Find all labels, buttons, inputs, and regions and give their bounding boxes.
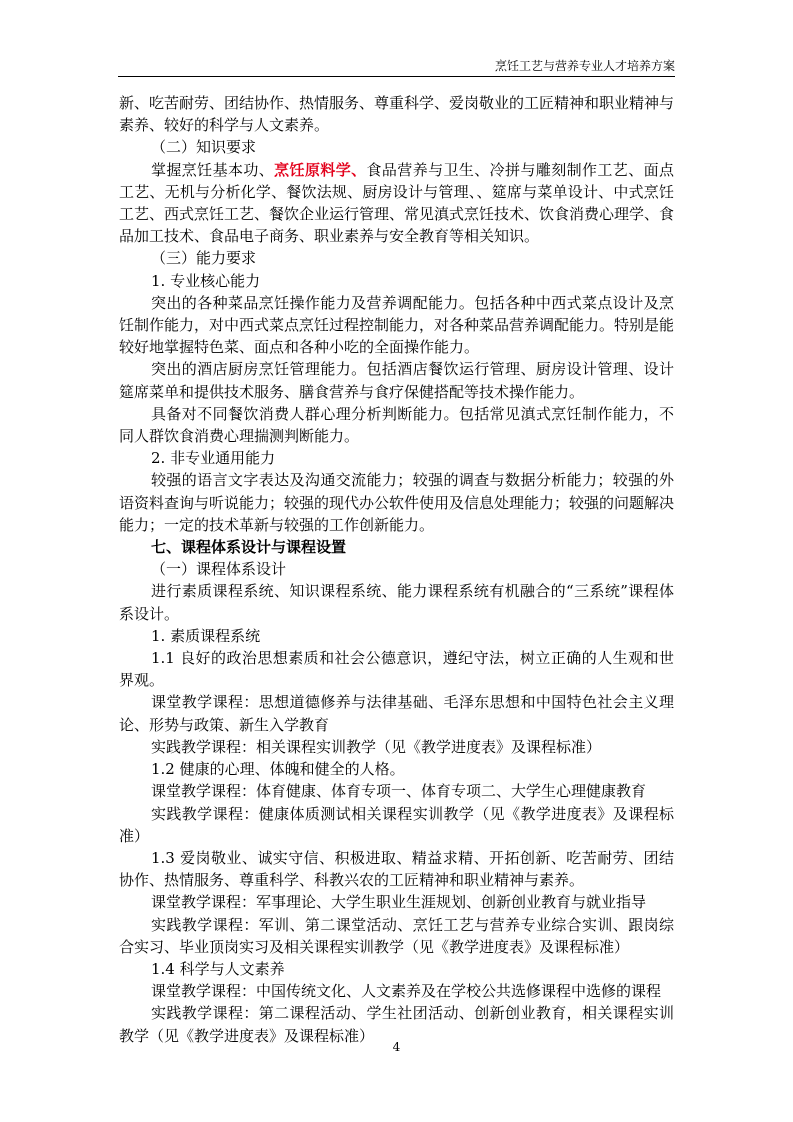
paragraph: 新、吃苦耐劳、团结协作、热情服务、尊重科学、爱岗敬业的工匠精神和职业精神与素养、较好的科学与人文素养。	[119, 94, 675, 135]
subsection-heading: 2. 非专业通用能力	[151, 449, 276, 468]
subsection-heading: 1. 素质课程系统	[151, 626, 261, 645]
paragraph: 课堂教学课程：体育健康、体育专项一、体育专项二、大学生心理健康教育	[151, 782, 647, 801]
text-run: 掌握烹饪基本功、	[151, 160, 275, 179]
paragraph: 进行素质课程系统、知识课程系统、能力课程系统有机融合的“三系统”课程体系设计。	[119, 582, 674, 623]
paragraph: 突出的各种菜品烹饪操作能力及营养调配能力。包括各种中西式菜点设计及烹饪制作能力，对中西式菜点烹饪过程控制能力，对各种菜品营养调配能力。特别是能较好地掌握特色菜、面点和各种小吃的全面操作能力。	[119, 293, 675, 357]
paragraph: 1.2 健康的心理、体魄和健全的人格。	[151, 760, 405, 779]
paragraph: 课堂教学课程：中国传统文化、人文素养及在学校公共选修课程中选修的课程	[151, 982, 662, 1001]
subsection-heading: 1. 专业核心能力	[151, 271, 261, 290]
page-number: 4	[392, 1040, 401, 1054]
paragraph: 具备对不同餐饮消费人群心理分析判断能力。包括常见滇式烹饪制作能力，不同人群饮食消费心理揣测判断能力。	[119, 404, 674, 446]
highlighted-text: 烹饪原料学、	[274, 160, 367, 179]
paragraph: 1.1 良好的政治思想素质和社会公德意识，遵纪守法，树立正确的人生观和世界观。	[119, 649, 674, 690]
document-body	[119, 92, 674, 1047]
section-heading: （一）课程体系设计	[151, 560, 287, 579]
paragraph: 实践教学课程：相关课程实训教学（见《教学进度表》及课程标准）	[151, 737, 602, 756]
paragraph: 课堂教学课程：军事理论、大学生职业生涯规划、创新创业教育与就业指导	[151, 893, 647, 912]
paragraph: 突出的酒店厨房烹饪管理能力。包括酒店餐饮运行管理、厨房设计管理、设计筵席菜单和提供技术服务、膳食营养与食疗保健搭配等技术操作能力。	[119, 360, 674, 401]
paragraph: 实践教学课程：第二课程活动、学生社团活动、创新创业教育，相关课程实训教学（见《教学进度表》及课程标准）	[119, 1004, 674, 1045]
paragraph: 1.4 科学与人文素养	[151, 959, 285, 978]
paragraph: 1.3 爱岗敬业、诚实守信、积极进取、精益求精、开拓创新、吃苦耐劳、团结协作、热情服务、尊重科学、科教兴农的工匠精神和职业精神与素养。	[119, 848, 674, 890]
header-rule	[118, 76, 675, 77]
section-heading: （二）知识要求	[151, 138, 257, 157]
paragraph: 课堂教学课程：思想道德修养与法律基础、毛泽东思想和中国特色社会主义理论、形势与政策、新生入学教育	[119, 693, 674, 734]
section-heading: （三）能力要求	[151, 249, 257, 268]
running-header: 烹饪工艺与营养专业人才培养方案	[494, 59, 675, 73]
paragraph	[119, 159, 674, 248]
text-run: 食品营养与卫生、冷拼与雕刻制作工艺、面点工艺、无机与分析化学、餐饮法规、厨房设计与管理、、筵席与菜单设计、中式烹饪工艺、西式烹饪工艺、餐饮企业运行管理、常见滇式烹饪技术、饮食消费心理学、食品加工技术、食品电子商务、职业素养与安全教育等相关知识。	[119, 160, 675, 246]
paragraph: 较强的语言文字表达及沟通交流能力；较强的调查与数据分析能力；较强的外语资料查询与听说能力；较强的现代办公软件使用及信息处理能力；较强的问题解决能力；一定的技术革新与较强的工作创新能力。	[119, 471, 675, 534]
paragraph: 实践教学课程：健康体质测试相关课程实训教学（见《教学进度表》及课程标准）	[119, 804, 674, 845]
paragraph: 实践教学课程：军训、第二课堂活动、烹饪工艺与营养专业综合实训、跟岗综合实习、毕业顶岗实习及相关课程实训教学（见《教学进度表》及课程标准）	[119, 915, 674, 956]
chapter-heading: 七、课程体系设计与课程设置	[151, 538, 347, 557]
